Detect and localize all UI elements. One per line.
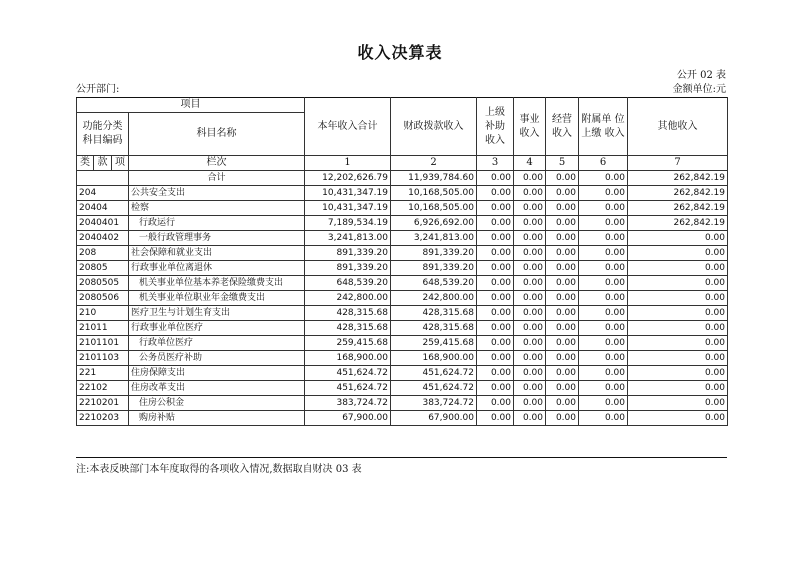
row-operating: 0.00 — [546, 336, 579, 351]
row-other: 262,842.19 — [628, 186, 728, 201]
row-business: 0.00 — [514, 336, 546, 351]
row-name: 机关事业单位职业年金缴费支出 — [129, 291, 305, 306]
row-name: 机关事业单位基本养老保险缴费支出 — [129, 276, 305, 291]
table-row — [77, 366, 728, 381]
row-affiliated: 0.00 — [579, 366, 628, 381]
header-column-order: 栏次 — [129, 156, 305, 171]
row-fiscal: 648,539.20 — [391, 276, 477, 291]
table-row — [77, 306, 728, 321]
header-operating: 经营 收入 — [546, 98, 579, 156]
row-operating: 0.00 — [546, 396, 579, 411]
row-total: 648,539.20 — [305, 276, 391, 291]
row-total: 10,431,347.19 — [305, 186, 391, 201]
row-other: 0.00 — [628, 321, 728, 336]
row-operating: 0.00 — [546, 321, 579, 336]
row-other: 0.00 — [628, 276, 728, 291]
row-operating: 0.00 — [546, 186, 579, 201]
row-affiliated: 0.00 — [579, 186, 628, 201]
table-row — [77, 381, 728, 396]
row-operating: 0.00 — [546, 381, 579, 396]
department-label: 公开部门: — [76, 84, 120, 95]
row-operating: 0.00 — [546, 201, 579, 216]
total-other: 262,842.19 — [628, 171, 728, 186]
table-row — [77, 276, 728, 291]
row-affiliated: 0.00 — [579, 306, 628, 321]
row-fiscal: 891,339.20 — [391, 261, 477, 276]
report-title: 收入决算表 — [357, 43, 443, 62]
row-operating: 0.00 — [546, 276, 579, 291]
row-code: 20805 — [77, 261, 129, 276]
col-num: 7 — [628, 156, 728, 171]
row-affiliated: 0.00 — [579, 396, 628, 411]
total-row — [77, 171, 728, 186]
row-superior: 0.00 — [477, 201, 514, 216]
row-operating: 0.00 — [546, 246, 579, 261]
col-num: 1 — [305, 156, 391, 171]
row-code: 2101103 — [77, 351, 129, 366]
row-name: 住房改革支出 — [129, 381, 305, 396]
row-fiscal: 168,900.00 — [391, 351, 477, 366]
row-code: 208 — [77, 246, 129, 261]
row-other: 0.00 — [628, 261, 728, 276]
header-other: 其他收入 — [628, 98, 728, 156]
row-other: 262,842.19 — [628, 201, 728, 216]
row-business: 0.00 — [514, 246, 546, 261]
row-operating: 0.00 — [546, 216, 579, 231]
unit-label: 金额单位:元 — [672, 84, 726, 95]
row-name: 行政事业单位医疗 — [129, 321, 305, 336]
row-code: 2080505 — [77, 276, 129, 291]
row-other: 0.00 — [628, 231, 728, 246]
total-business: 0.00 — [514, 171, 546, 186]
header-code: 功能分类 科目编码 — [77, 113, 129, 156]
row-code: 20404 — [77, 201, 129, 216]
row-superior: 0.00 — [477, 246, 514, 261]
row-superior: 0.00 — [477, 216, 514, 231]
row-business: 0.00 — [514, 186, 546, 201]
header-name: 科目名称 — [129, 113, 305, 156]
row-name: 社会保障和就业支出 — [129, 246, 305, 261]
row-name: 一般行政管理事务 — [129, 231, 305, 246]
row-business: 0.00 — [514, 261, 546, 276]
row-fiscal: 3,241,813.00 — [391, 231, 477, 246]
row-operating: 0.00 — [546, 306, 579, 321]
row-fiscal: 451,624.72 — [391, 381, 477, 396]
header-fiscal: 财政拨款收入 — [391, 98, 477, 156]
row-affiliated: 0.00 — [579, 276, 628, 291]
row-name: 公务员医疗补助 — [129, 351, 305, 366]
row-fiscal: 10,168,505.00 — [391, 201, 477, 216]
row-business: 0.00 — [514, 231, 546, 246]
total-superior: 0.00 — [477, 171, 514, 186]
row-code: 2210201 — [77, 396, 129, 411]
row-other: 0.00 — [628, 306, 728, 321]
table-row — [77, 201, 728, 216]
row-total: 891,339.20 — [305, 246, 391, 261]
row-affiliated: 0.00 — [579, 246, 628, 261]
row-superior: 0.00 — [477, 306, 514, 321]
row-operating: 0.00 — [546, 291, 579, 306]
row-other: 0.00 — [628, 366, 728, 381]
header-business: 事业 收入 — [514, 98, 546, 156]
row-fiscal: 428,315.68 — [391, 306, 477, 321]
row-fiscal: 428,315.68 — [391, 321, 477, 336]
total-fiscal: 11,939,784.60 — [391, 171, 477, 186]
row-code: 21011 — [77, 321, 129, 336]
row-total: 891,339.20 — [305, 261, 391, 276]
row-business: 0.00 — [514, 351, 546, 366]
row-code: 210 — [77, 306, 129, 321]
row-name: 医疗卫生与计划生育支出 — [129, 306, 305, 321]
row-other: 0.00 — [628, 336, 728, 351]
table-row — [77, 411, 728, 426]
col-num: 6 — [579, 156, 628, 171]
header-superior: 上级 补助 收入 — [477, 98, 514, 156]
row-name: 检察 — [129, 201, 305, 216]
row-other: 0.00 — [628, 291, 728, 306]
row-superior: 0.00 — [477, 396, 514, 411]
row-total: 3,241,813.00 — [305, 231, 391, 246]
row-total: 383,724.72 — [305, 396, 391, 411]
col-num: 5 — [546, 156, 579, 171]
row-total: 168,900.00 — [305, 351, 391, 366]
table-row — [77, 396, 728, 411]
row-code: 2040401 — [77, 216, 129, 231]
row-other: 0.00 — [628, 246, 728, 261]
row-code: 2080506 — [77, 291, 129, 306]
row-code: 2040402 — [77, 231, 129, 246]
row-name: 公共安全支出 — [129, 186, 305, 201]
row-superior: 0.00 — [477, 321, 514, 336]
row-total: 242,800.00 — [305, 291, 391, 306]
row-code: 2101101 — [77, 336, 129, 351]
row-total: 259,415.68 — [305, 336, 391, 351]
row-operating: 0.00 — [546, 411, 579, 426]
row-business: 0.00 — [514, 201, 546, 216]
row-business: 0.00 — [514, 381, 546, 396]
row-other: 0.00 — [628, 411, 728, 426]
row-business: 0.00 — [514, 411, 546, 426]
header-affiliated: 附属单 位上缴 收入 — [579, 98, 628, 156]
total-code-cell — [77, 171, 129, 186]
row-fiscal: 242,800.00 — [391, 291, 477, 306]
col-num: 2 — [391, 156, 477, 171]
row-other: 0.00 — [628, 381, 728, 396]
col-num: 3 — [477, 156, 514, 171]
row-other: 0.00 — [628, 396, 728, 411]
row-code: 204 — [77, 186, 129, 201]
header-kuan: 款 — [94, 156, 112, 171]
table-row — [77, 351, 728, 366]
table-row — [77, 336, 728, 351]
row-other: 0.00 — [628, 351, 728, 366]
row-total: 7,189,534.19 — [305, 216, 391, 231]
row-total: 10,431,347.19 — [305, 201, 391, 216]
header-total: 本年收入合计 — [305, 98, 391, 156]
row-superior: 0.00 — [477, 276, 514, 291]
header-xiang: 项 — [112, 156, 129, 171]
row-name: 行政事业单位离退休 — [129, 261, 305, 276]
row-superior: 0.00 — [477, 336, 514, 351]
row-superior: 0.00 — [477, 291, 514, 306]
table-row — [77, 246, 728, 261]
row-total: 428,315.68 — [305, 306, 391, 321]
row-business: 0.00 — [514, 321, 546, 336]
row-name: 行政运行 — [129, 216, 305, 231]
row-affiliated: 0.00 — [579, 336, 628, 351]
row-name: 行政单位医疗 — [129, 336, 305, 351]
total-total: 12,202,626.79 — [305, 171, 391, 186]
row-operating: 0.00 — [546, 366, 579, 381]
row-total: 67,900.00 — [305, 411, 391, 426]
table-row — [77, 216, 728, 231]
row-code: 221 — [77, 366, 129, 381]
total-operating: 0.00 — [546, 171, 579, 186]
row-total: 451,624.72 — [305, 381, 391, 396]
table-row — [77, 186, 728, 201]
total-affiliated: 0.00 — [579, 171, 628, 186]
row-business: 0.00 — [514, 396, 546, 411]
row-operating: 0.00 — [546, 261, 579, 276]
row-affiliated: 0.00 — [579, 381, 628, 396]
row-name: 住房保障支出 — [129, 366, 305, 381]
row-affiliated: 0.00 — [579, 216, 628, 231]
row-fiscal: 891,339.20 — [391, 246, 477, 261]
row-name: 购房补贴 — [129, 411, 305, 426]
row-affiliated: 0.00 — [579, 411, 628, 426]
row-total: 451,624.72 — [305, 366, 391, 381]
col-num: 4 — [514, 156, 546, 171]
row-affiliated: 0.00 — [579, 291, 628, 306]
table-row — [77, 321, 728, 336]
row-code: 2210203 — [77, 411, 129, 426]
row-superior: 0.00 — [477, 231, 514, 246]
row-superior: 0.00 — [477, 381, 514, 396]
row-affiliated: 0.00 — [579, 261, 628, 276]
row-superior: 0.00 — [477, 186, 514, 201]
row-superior: 0.00 — [477, 351, 514, 366]
row-business: 0.00 — [514, 366, 546, 381]
row-superior: 0.00 — [477, 261, 514, 276]
row-superior: 0.00 — [477, 411, 514, 426]
header-lei: 类 — [77, 156, 94, 171]
row-total: 428,315.68 — [305, 321, 391, 336]
footnote: 注:本表反映部门本年度取得的各项收入情况,数据取自财决 03 表 — [76, 457, 727, 475]
row-fiscal: 67,900.00 — [391, 411, 477, 426]
row-business: 0.00 — [514, 276, 546, 291]
row-affiliated: 0.00 — [579, 351, 628, 366]
row-operating: 0.00 — [546, 351, 579, 366]
row-affiliated: 0.00 — [579, 201, 628, 216]
row-code: 22102 — [77, 381, 129, 396]
table-row — [77, 231, 728, 246]
row-fiscal: 6,926,692.00 — [391, 216, 477, 231]
total-label: 合计 — [129, 171, 305, 186]
income-report-table — [76, 97, 728, 426]
row-business: 0.00 — [514, 216, 546, 231]
row-fiscal: 259,415.68 — [391, 336, 477, 351]
row-affiliated: 0.00 — [579, 321, 628, 336]
row-business: 0.00 — [514, 306, 546, 321]
row-business: 0.00 — [514, 291, 546, 306]
row-fiscal: 10,168,505.00 — [391, 186, 477, 201]
table-row — [77, 291, 728, 306]
row-fiscal: 451,624.72 — [391, 366, 477, 381]
form-number: 公开 02 表 — [676, 70, 726, 81]
row-name: 住房公积金 — [129, 396, 305, 411]
row-operating: 0.00 — [546, 231, 579, 246]
table-row — [77, 261, 728, 276]
row-other: 262,842.19 — [628, 216, 728, 231]
row-affiliated: 0.00 — [579, 231, 628, 246]
row-superior: 0.00 — [477, 366, 514, 381]
row-fiscal: 383,724.72 — [391, 396, 477, 411]
header-item: 项目 — [77, 98, 305, 113]
